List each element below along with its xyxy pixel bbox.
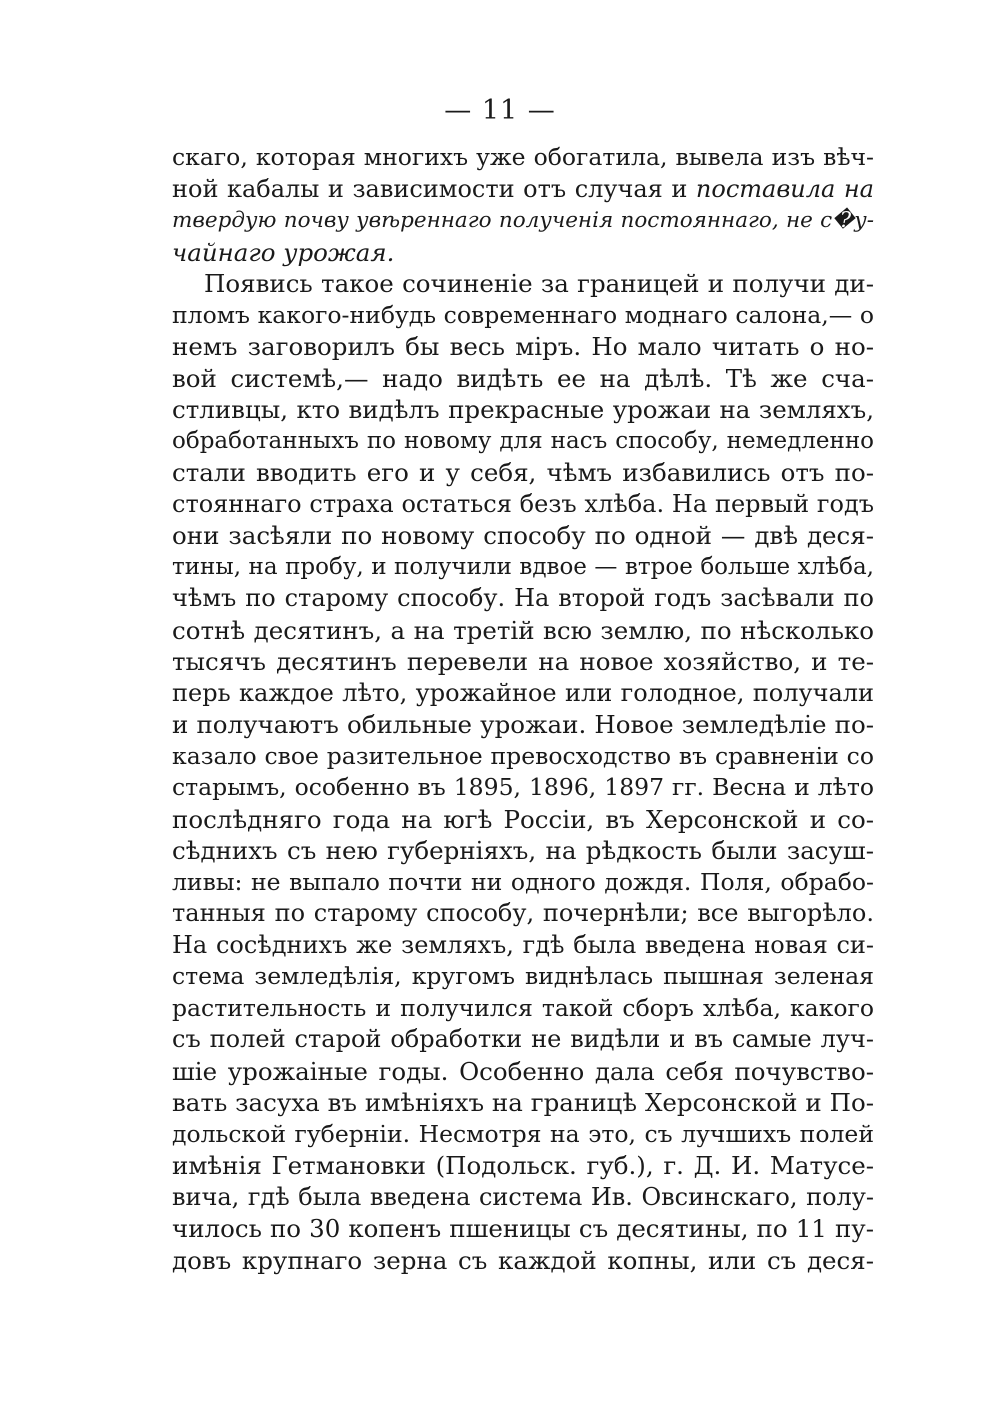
text-line: ливы: не выпало почти ни одного дождя. Поля, обрабо-: [172, 867, 874, 896]
text-line: чѣмъ по старому способу. На второй годъ засѣвали по: [172, 584, 874, 612]
body-text: [172, 142, 874, 1276]
text-line: чилось по 30 копенъ пшеницы съ десятины, по 11 пу-: [172, 1214, 874, 1243]
text-line: вать засуха въ имѣніяхъ на границѣ Херсонской и По-: [172, 1088, 874, 1117]
text-line: и получаютъ обильные урожаи. Новое земледѣліе по-: [172, 710, 874, 739]
italic-text-line: чайнаго урожая.: [172, 237, 395, 267]
text-line: сотнѣ десятинъ, а на третій всю землю, по нѣсколько: [172, 615, 874, 645]
text-line: съ полей старой обработки не видѣли и въ самые луч-: [172, 1025, 874, 1053]
text-line-segment: ной кабалы и зависимости отъ случая и: [172, 174, 688, 203]
text-line: стали вводить его и у себя, чѣмъ избавились отъ по-: [172, 458, 874, 487]
text-line: На сосѣднихъ же земляхъ, гдѣ была введена новая си-: [172, 930, 874, 959]
text-line: старымъ, особенно въ 1895, 1896, 1897 гг. Весна и лѣто: [172, 773, 874, 801]
text-line: они засѣяли по новому способу по одной — двѣ деся-: [172, 521, 874, 550]
text-line: имѣнія Гетмановки (Подольск. губ.), г. Д. И. Матусе-: [172, 1151, 874, 1180]
text-line: пломъ какого-нибудь современнаго моднаго салона,— о: [172, 300, 874, 329]
text-line: послѣдняго года на югѣ Россіи, въ Херсонской и со-: [172, 804, 874, 834]
text-line: скаго, которая многихъ уже обогатила, вывела изъ вѣч-: [172, 143, 874, 171]
italic-text-line: твердую почву увѣреннаго полученія постояннаго, не с�у-: [172, 208, 874, 233]
text-line: вой системѣ,— надо видѣть ее на дѣлѣ. Тѣ же сча-: [172, 363, 874, 393]
text-line-mixed: [172, 174, 874, 206]
text-line: дольской губерніи. Несмотря на это, съ лучшихъ полей: [172, 1119, 874, 1148]
text-line: довъ крупнаго зерна съ каждой копны, или съ деся-: [172, 1245, 874, 1275]
text-line: обработанныхъ по новому для насъ способу, немедленно: [172, 427, 874, 454]
text-line: вича, гдѣ была введена система Ив. Овсинскаго, полу-: [172, 1182, 874, 1211]
text-line: шіе урожаіные годы. Особенно дала себя почувство-: [172, 1056, 874, 1086]
text-line: тины, на пробу, и получили вдвое — втрое больше хлѣба,: [172, 553, 874, 580]
text-line: танныя по старому способу, почернѣли; все выгорѣло.: [172, 899, 874, 927]
italic-segment: поставила на: [695, 174, 874, 203]
text-line: растительность и получился такой сборъ хлѣба, какого: [172, 993, 874, 1022]
text-line: тысячъ десятинъ перевели на новое хозяйство, и те-: [172, 647, 874, 676]
text-line: стояннаго страха остаться безъ хлѣба. На первый годъ: [172, 489, 874, 518]
text-line: перь каждое лѣто, урожайное или голодное, получали: [172, 678, 874, 707]
text-line: стливцы, кто видѣлъ прекрасные урожаи на земляхъ,: [172, 395, 874, 424]
text-line: сѣднихъ съ нею губерніяхъ, на рѣдкость были засуш-: [172, 836, 874, 865]
text-line: немъ заговорилъ бы весь міръ. Но мало читать о но-: [172, 332, 874, 361]
paragraph-first-line: Появись такое сочиненіе за границей и получи ди-: [204, 269, 874, 298]
text-line: казало свое разительное превосходство въ сравненіи со: [172, 741, 874, 770]
page-number: — 11 —: [444, 95, 556, 126]
text-line: стема земледѣлія, кругомъ виднѣлась пышная зеленая: [172, 962, 874, 990]
